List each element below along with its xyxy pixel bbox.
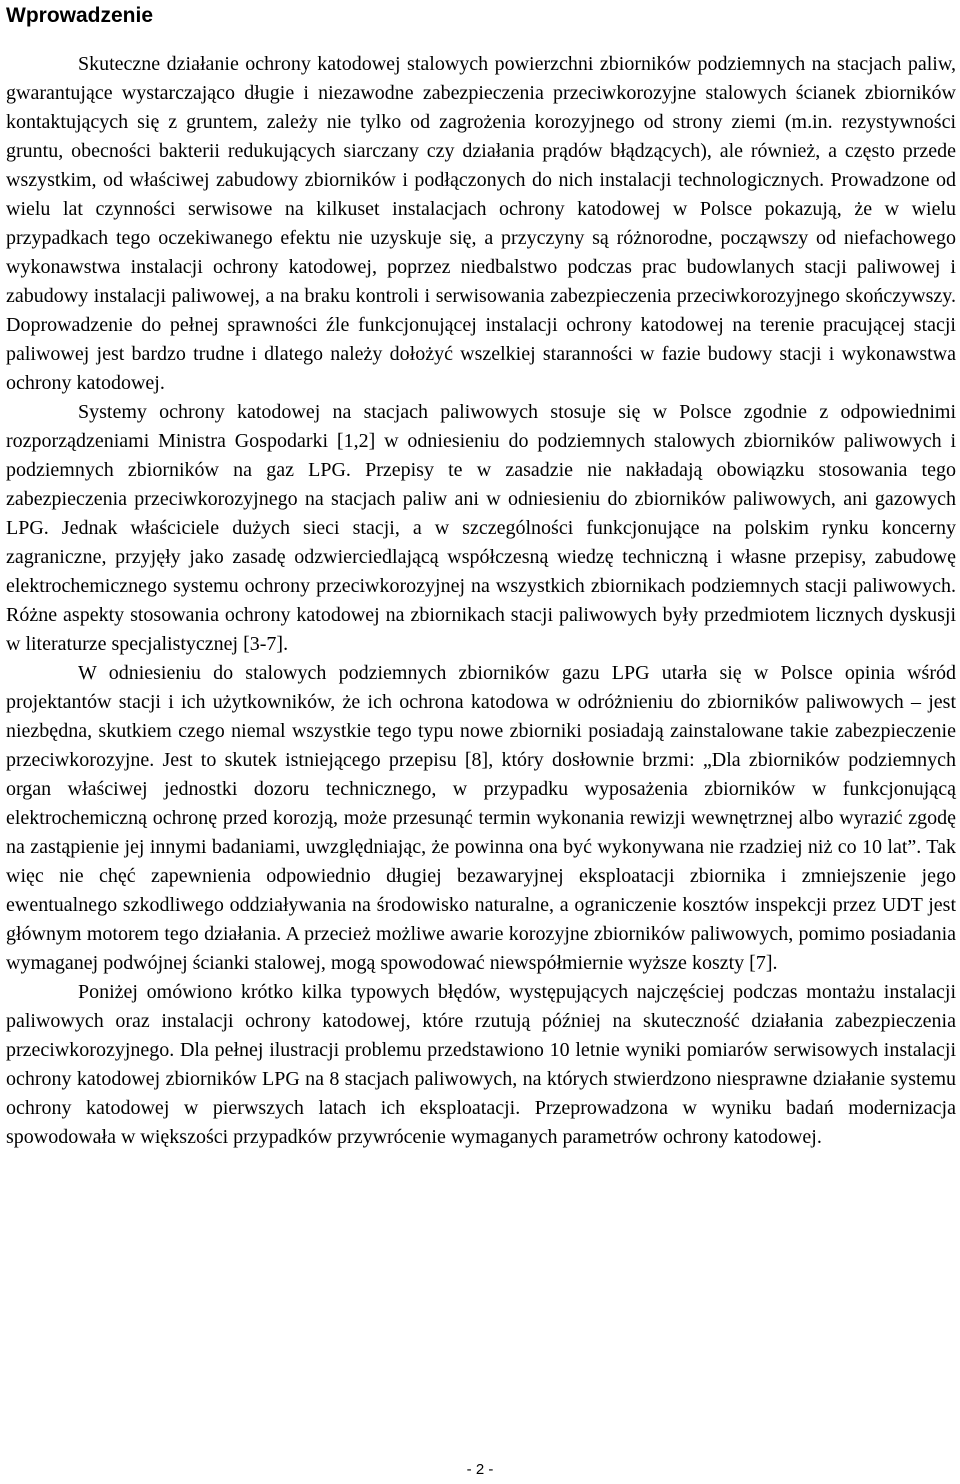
paragraph-regulations: Systemy ochrony katodowej na stacjach paliwowych stosuje się w Polsce zgodnie z odpowiednimi rozporządzeniami Ministra Gospodarki [1,2] w odniesieniu do podziemnych stalowych zbiorników paliwowych i podziemnych zbiorników na gaz LPG. Przepisy te w zasadzie nie nakładają obowiązku stosowania tego zabezpieczenia przeciwkorozyjnego na stacjach paliw ani w odniesieniu do zbiorników paliwowych, ani gazowych LPG. Jednak właściciele dużych sieci stacji, a w szczególności funkcjonujące na polskim rynku koncerny zagraniczne, przyjęły jako zasadę odzwierciedlającą współczesną wiedzę techniczną i własne przepisy, zabudowę elektrochemicznego systemu ochrony przeciwkorozyjnej na wszystkich zbiornikach podziemnych stacji paliwowych. Różne aspekty stosowania ochrony katodowej na zbiornikach stacji paliwowych były przedmiotem licznych dyskusji w literaturze specjalistycznej [3-7].: [6, 401, 956, 655]
paragraph-lpg-tanks: W odniesieniu do stalowych podziemnych zbiorników gazu LPG utarła się w Polsce opinia wśród projektantów stacji i ich użytkowników, że ich ochrona katodowa w odróżnieniu do zbiorników paliwowych – jest niezbędna, skutkiem czego niemal wszystkie tego typu nowe zbiorniki posiadają zainstalowane takie zabezpieczenie przeciwkorozyjne. Jest to skutek istniejącego przepisu [8], który dosłownie brzmi: „Dla zbiorników podziemnych organ właściwej jednostki dozoru technicznego, w przypadku wyposażenia zbiorników w funkcjonującą elektrochemiczną ochronę przed korozją, może przesunąć termin wykonania rewizji wewnętrznej albo wyrazić zgodę na zastąpienie jej innymi badaniami, uwzględniając, że powinna ona być wykonywana nie rzadziej niż co 10 lat”. Tak więc nie chęć zapewnienia odpowiednio długiej bezawaryjnej eksploatacji zbiornika i zmniejszenie jego ewentualnego szkodliwego oddziaływania na środowisko naturalne, a ograniczenie kosztów inspekcji przez UDT jest głównym motorem tego działania. A przecież możliwe awarie korozyjne zbiorników paliwowych, pomimo posiadania wymaganej podwójnej ścianki stalowej, mogą spowodować niewspółmiernie wyższe koszty [7].: [6, 662, 956, 974]
paragraph-typical-errors: Poniżej omówiono krótko kilka typowych błędów, występujących najczęściej podczas montażu instalacji paliwowych oraz instalacji ochrony katodowej, które rzutują później na skuteczność działania zabezpieczenia przeciwkorozyjnego. Dla pełnej ilustracji problemu przedstawiono 10 letnie wyniki pomiarów serwisowych instalacji ochrony katodowej zbiorników LPG na 8 stacjach paliwowych, na których stwierdzono niesprawne działanie systemu ochrony katodowej w pierwszych latach ich eksploatacji. Przeprowadzona w wyniku badań modernizacja spowodowała w większości przypadków przywrócenie wymaganych parametrów ochrony katodowej.: [6, 981, 956, 1148]
section-title: Wprowadzenie: [6, 4, 154, 27]
body-text: [6, 50, 956, 1152]
paragraph-intro: Skuteczne działanie ochrony katodowej stalowych powierzchni zbiorników podziemnych na stacjach paliw, gwarantujące wystarczająco długie i niezawodne zabezpieczenia przeciwkorozyjne stalowych ścianek zbiorników kontaktujących się z gruntem, zależy nie tylko od zagrożenia korozyjnego od strony ziemi (m.in. rezystywności gruntu, obecności bakterii redukujących siarczany czy działania prądów błądzących), ale również, a często przede wszystkim, od właściwej zabudowy zbiorników i podłączonych do nich instalacji technologicznych. Prowadzone od wielu lat czynności serwisowe na kilkuset instalacjach ochrony katodowej w Polsce pokazują, że w wielu przypadkach tego oczekiwanego efektu nie uzyskuje się, a przyczyny są różnorodne, począwszy od niefachowego wykonawstwa instalacji ochrony katodowej, poprzez niedbalstwo podczas prac budowlanych stacji paliwowej i zabudowy instalacji paliwowej, a na braku kontroli i serwisowania zabezpieczenia przeciwkorozyjnego skończywszy. Doprowadzenie do pełnej sprawności źle funkcjonującej instalacji ochrony katodowej na terenie pracującej stacji paliwowej jest bardzo trudne i dlatego należy dołożyć wszelkiej staranności w fazie budowy stacji i wykonawstwa ochrony katodowej.: [6, 53, 956, 394]
page-number: - 2 -: [466, 1461, 494, 1478]
document-page: [6, 0, 956, 1148]
